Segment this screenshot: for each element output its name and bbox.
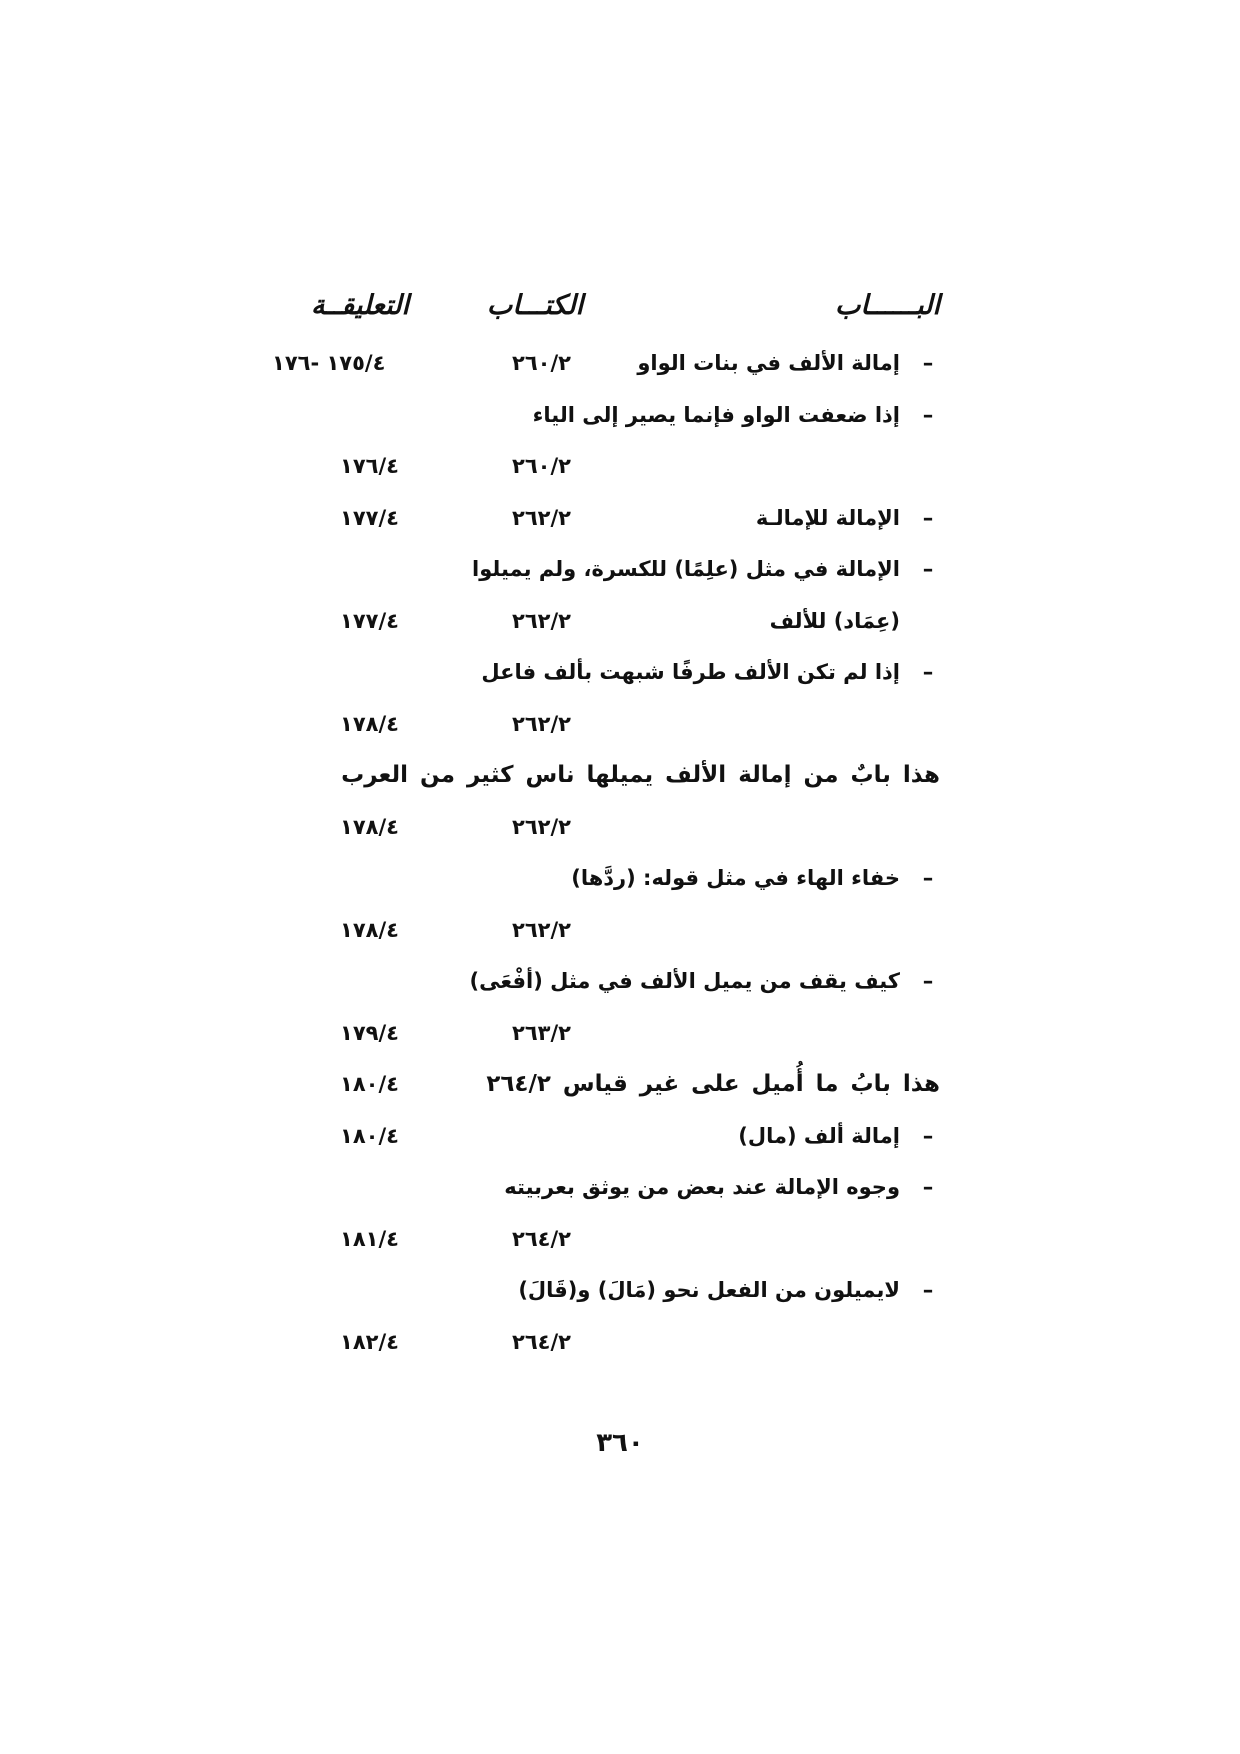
index-row xyxy=(0,861,1240,913)
index-row xyxy=(0,1067,1240,1119)
index-row xyxy=(0,913,1240,965)
section-heading: هذا بابٌ من إمالة الألف يميلها ناس كثير من العرب xyxy=(341,762,940,788)
entry-text: – إذا ضعفت الواو فإنما يصير إلى الياء xyxy=(533,398,940,432)
index-row xyxy=(0,1273,1240,1325)
entry-text: – خفاء الهاء في مثل قوله: (ردَّها) xyxy=(571,861,940,895)
index-row xyxy=(0,1325,1240,1377)
index-row xyxy=(0,1222,1240,1274)
commentary-reference: ١٨٠/٤ xyxy=(340,1123,399,1148)
entry-text: – لايميلون من الفعل نحو (مَالَ) و(قَالَ) xyxy=(518,1273,940,1307)
index-row xyxy=(0,964,1240,1016)
index-row xyxy=(0,501,1240,553)
commentary-reference: ١٧٥/٤ -١٧٦ xyxy=(272,351,386,375)
entry-text: – الإمالة للإمالـة xyxy=(756,501,940,535)
section-heading: هذا بابُ ما أُميل على غير قياس ٢٦٤/٢ xyxy=(486,1071,940,1097)
index-row xyxy=(0,655,1240,707)
index-entries xyxy=(0,346,1240,1376)
entry-text: – كيف يقف من يميل الألف في مثل (أفْعَى) xyxy=(470,964,940,998)
index-row xyxy=(0,707,1240,759)
book-reference: ٢٦٠/٢ xyxy=(512,454,571,478)
book-column-header: الكتـــاب xyxy=(486,290,584,321)
book-reference: ٢٦٢/٢ xyxy=(512,917,571,942)
commentary-reference: ١٧٦/٤ xyxy=(340,454,399,478)
book-reference: ٢٦٢/٢ xyxy=(512,711,571,736)
book-reference: ٢٦٤/٢ xyxy=(512,1226,571,1251)
commentary-reference: ١٧٨/٤ xyxy=(340,917,399,942)
index-row xyxy=(0,449,1240,501)
book-reference: ٢٦٢/٢ xyxy=(512,814,571,839)
entry-text: – وجوه الإمالة عند بعض من يوثق بعربيته xyxy=(504,1170,940,1204)
index-row xyxy=(0,398,1240,450)
page-number: ٣٦٠ xyxy=(596,1428,644,1458)
commentary-reference: ١٧٧/٤ xyxy=(340,505,399,530)
book-reference: ٢٦٣/٢ xyxy=(512,1020,571,1045)
commentary-reference: ١٧٧/٤ xyxy=(340,608,399,633)
index-row xyxy=(0,810,1240,862)
entry-text: – إمالة ألف (مال) xyxy=(738,1119,940,1153)
entry-text: (عِمَاد) للألف xyxy=(769,608,900,633)
commentary-reference: ١٨٢/٤ xyxy=(340,1329,399,1354)
book-reference: ٢٦٠/٢ xyxy=(512,351,571,375)
entry-text: – الإمالة في مثل (علِمًا) للكسرة، ولم يميلوا xyxy=(472,552,940,586)
book-reference: ٢٦٢/٢ xyxy=(512,608,571,633)
commentary-reference: ١٧٩/٤ xyxy=(340,1020,399,1045)
chapter-column-header: البــــــاب xyxy=(835,290,940,321)
index-row xyxy=(0,604,1240,656)
book-reference: ٢٦٢/٢ xyxy=(512,505,571,530)
index-row xyxy=(0,1016,1240,1068)
commentary-reference: ١٧٨/٤ xyxy=(340,814,399,839)
book-reference: ٢٦٤/٢ xyxy=(512,1329,571,1354)
entry-text: – إذا لم تكن الألف طرفًا شبهت بألف فاعل xyxy=(481,655,940,689)
commentary-column-header: التعليقــة xyxy=(311,290,409,321)
index-row xyxy=(0,552,1240,604)
index-row xyxy=(0,346,1240,398)
table-header xyxy=(0,290,1240,340)
entry-text: – إمالة الألف في بنات الواو xyxy=(637,346,940,380)
commentary-reference: ١٧٨/٤ xyxy=(340,711,399,736)
index-row xyxy=(0,758,1240,810)
commentary-reference: ١٨٠/٤ xyxy=(340,1072,399,1096)
commentary-reference: ١٨١/٤ xyxy=(340,1226,399,1251)
index-row xyxy=(0,1119,1240,1171)
index-row xyxy=(0,1170,1240,1222)
